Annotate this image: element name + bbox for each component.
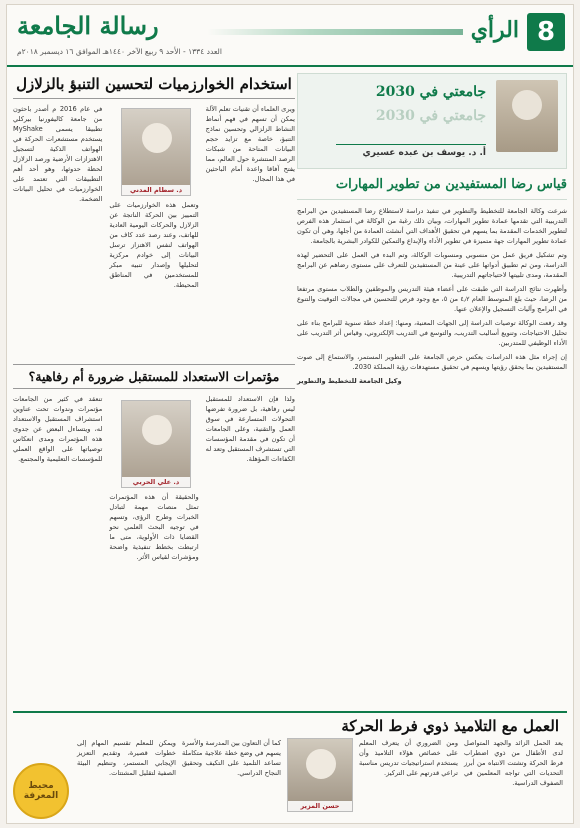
column-paragraph: وأظهرت نتائج الدراسة التي طبقت على أعضاء هيئة التدريس والموظفين والطلاب مستوى مرتفعا من الرضا، حيث بلغ المتوسط العام ٤٫٢ من ٥، مع وجود فرص للتحسين في مجالات التوقيت والتنوع في البرامج وآليات التسجيل والإعلان عنها.	[297, 285, 568, 314]
article2-col: والحقيقة أن هذه المؤتمرات تمثل منصات مهمة لتبادل الخبرات وطرح الرؤى، وتسهم في توجيه البحث العلمي نحو القضايا ذات الأولوية، متى ما ارتبطت بخطط تنفيذية واضحة ومؤشرات لقياس الأثر.	[109, 493, 199, 562]
column-article-title: قياس رضا المستفيدين من تطوير المهارات	[297, 177, 567, 200]
article1-col: في عام 2016 م أصدر باحثون من جامعة كاليفورنيا بيركلي تطبيقا يسمى MyShake يستخدم مستشعرات الحركة في الهواتف الذكية لتسجيل الاهتزازات الأرضية ورصد الزلازل لحظة حدوثها، وهو أحد أهم التطبيقات التي تعتمد على الخوارزميات في تحليل البيانات الضخمة.	[13, 104, 103, 203]
column-signature: وكيل الجامعة للتخطيط والتطوير	[297, 377, 402, 386]
article3-col: يعد الحمل الزائد والجهد المتواصل لدى الأطفال من ذوي اضطراب فرط الحركة وتشتت الانتباه من أبرز التحديات التي تواجه المعلمين في الصفوف الدراسية.	[464, 739, 563, 788]
article2-author-photo	[121, 400, 191, 488]
article1-author-photo	[121, 108, 191, 196]
column-header	[297, 73, 567, 169]
section-title: الرأي	[470, 17, 519, 43]
column-body	[297, 206, 567, 386]
article3-headline: العمل مع التلاميذ ذوي فرط الحركة	[341, 717, 559, 735]
article1-body	[13, 104, 295, 359]
newspaper-logo: رسالة الجامعة	[17, 11, 159, 40]
author-photo	[496, 80, 558, 152]
article3-col: كما أن التعاون بين المدرسة والأسرة يسهم في وضع خطة علاجية متكاملة تساعد التلميذ على التكيف وتحقيق النجاح الدراسي.	[182, 739, 281, 778]
article3-col: ويمكن للمعلم تقسيم المهام إلى خطوات قصيرة، وتقديم التعزيز الإيجابي المستمر، وتنظيم البيئة الصفية لتقليل المشتتات.	[77, 739, 176, 778]
section-divider	[207, 29, 463, 35]
article3-author-photo	[287, 738, 353, 812]
article1-author-caption: د. سطام المدني	[122, 185, 190, 195]
article2-col: ولذا فإن الاستعداد للمستقبل ليس رفاهية، بل ضرورة تفرضها التحولات المتسارعة في سوق العمل والتقنية، وعلى الجامعات أن تكون في مقدمة المؤسسات التي تستشرف المستقبل وتعد له الكفاءات المؤهلة.	[205, 395, 295, 464]
left-articles	[13, 73, 295, 705]
article3-col: ومن الضروري أن يتعرف المعلم على خصائص هؤلاء التلاميذ وأن يستخدم استراتيجيات تدريس مناسبة تراعي قدرتهم على التركيز.	[359, 739, 458, 778]
bottom-article	[13, 711, 567, 821]
article2-author-caption: د. علي الحربي	[122, 477, 190, 487]
article3-columns	[13, 738, 567, 812]
column-name: جامعتي في 2030	[375, 84, 486, 100]
article2-body	[13, 394, 295, 724]
article1-col: ويرى العلماء أن تقنيات تعلم الآلة يمكن أن تسهم في فهم أنماط النشاط الزلزالي وتحسين نماذج التنبؤ، خاصة مع تزايد حجم البيانات المتاحة من شبكات الرصد المنتشرة حول العالم، مما يفتح آفاقا واعدة أمام الباحثين في هذا المجال.	[205, 104, 295, 183]
column-paragraph: وتم تشكيل فريق عمل من منسوبي ومنسوبات الوكالة، وتم البدء في العمل على التحضير لهذه الدراسة، ومن ثم تطبيق أدواتها على عينة من المستفيدين للتعرف على مستوى رضاهم عن البرامج المقدمة، ومدى تلبيتها لاحتياجاتهم التدريبية.	[297, 250, 567, 279]
column-author: أ. د. يوسف بن عبده عسيري	[336, 144, 486, 158]
article3-author-caption: حسن المزير	[288, 801, 352, 811]
column-paragraph: وقد رفعت الوكالة توصيات الدراسة إلى الجهات المعنية، ومنها: إعداد خطة سنوية للبرامج بناء على تحليل الاحتياجات، وتنويع أساليب التدريب، والتوسع في التدريب الإلكتروني، وقياس أثر التدريب على الأداء الوظيفي للمتدربين.	[297, 319, 567, 348]
newspaper-page	[6, 4, 574, 824]
page-number: 8	[527, 13, 565, 51]
masthead	[7, 5, 573, 67]
issue-line: العدد ١٣٣٤ - الأحد ٩ ربيع الآخر ١٤٤٠هـ الموافق ١٦ ديسمبر ٢٠١٨م	[17, 47, 222, 56]
column-paragraph: إن إجراء مثل هذه الدراسات يعكس حرص الجامعة على التطوير المستمر، والاستماع إلى صوت المستفيدين بما يحقق رؤيتها ويسهم في تحقيق مستهدفات رؤية المملكة 2030.	[297, 353, 567, 372]
article2-headline: مؤتمرات الاستعداد للمستقبل ضرورة أم رفاهية؟	[13, 364, 295, 390]
article2-col: تنعقد في كثير من الجامعات مؤتمرات وندوات تحت عناوين استشراف المستقبل والاستعداد له، ويتساءل البعض عن جدوى هذه المؤتمرات ومدى انعكاس توصياتها على الواقع العملي للمؤسسات التعليمية والمجتمع.	[13, 395, 103, 464]
opinion-column	[297, 73, 567, 705]
article1-col: وتعمل هذه الخوارزميات على التمييز بين الحركة الناتجة عن الزلازل والحركات اليومية العادية للهاتف، وعند رصد عدد كاف من الهواتف لنفس الاهتزاز ترسل البيانات إلى خوادم مركزية لتحليلها وإصدار تنبيه مبكر للمستخدمين في المناطق المحيطة.	[109, 200, 199, 289]
article1-headline: استخدام الخوارزميات لتحسين التنبؤ بالزلازل	[13, 73, 295, 99]
column-name-watermark: جامعتي في 2030	[375, 108, 486, 124]
watermark-stamp: محيط المعرفة	[13, 763, 69, 819]
column-paragraph: شرعت وكالة الجامعة للتخطيط والتطوير في تنفيذ دراسة لاستطلاع رضا المستفيدين من البرامج التدريبية التي تقدمها عمادة تطوير المهارات، وبيان ذلك رغبة من الوكالة في استثمار هذه الفرص لتطوير الخدمات المقدمة بما يسهم في تحقيق الأهداف التي أنشئت العمادة من أجلها، وهي أن تكون عمادة تطوير المهارات جهة متميزة في تطوير الأداء والإبداع والتمكين للكوادر البشرية بالجامعة.	[297, 206, 567, 245]
